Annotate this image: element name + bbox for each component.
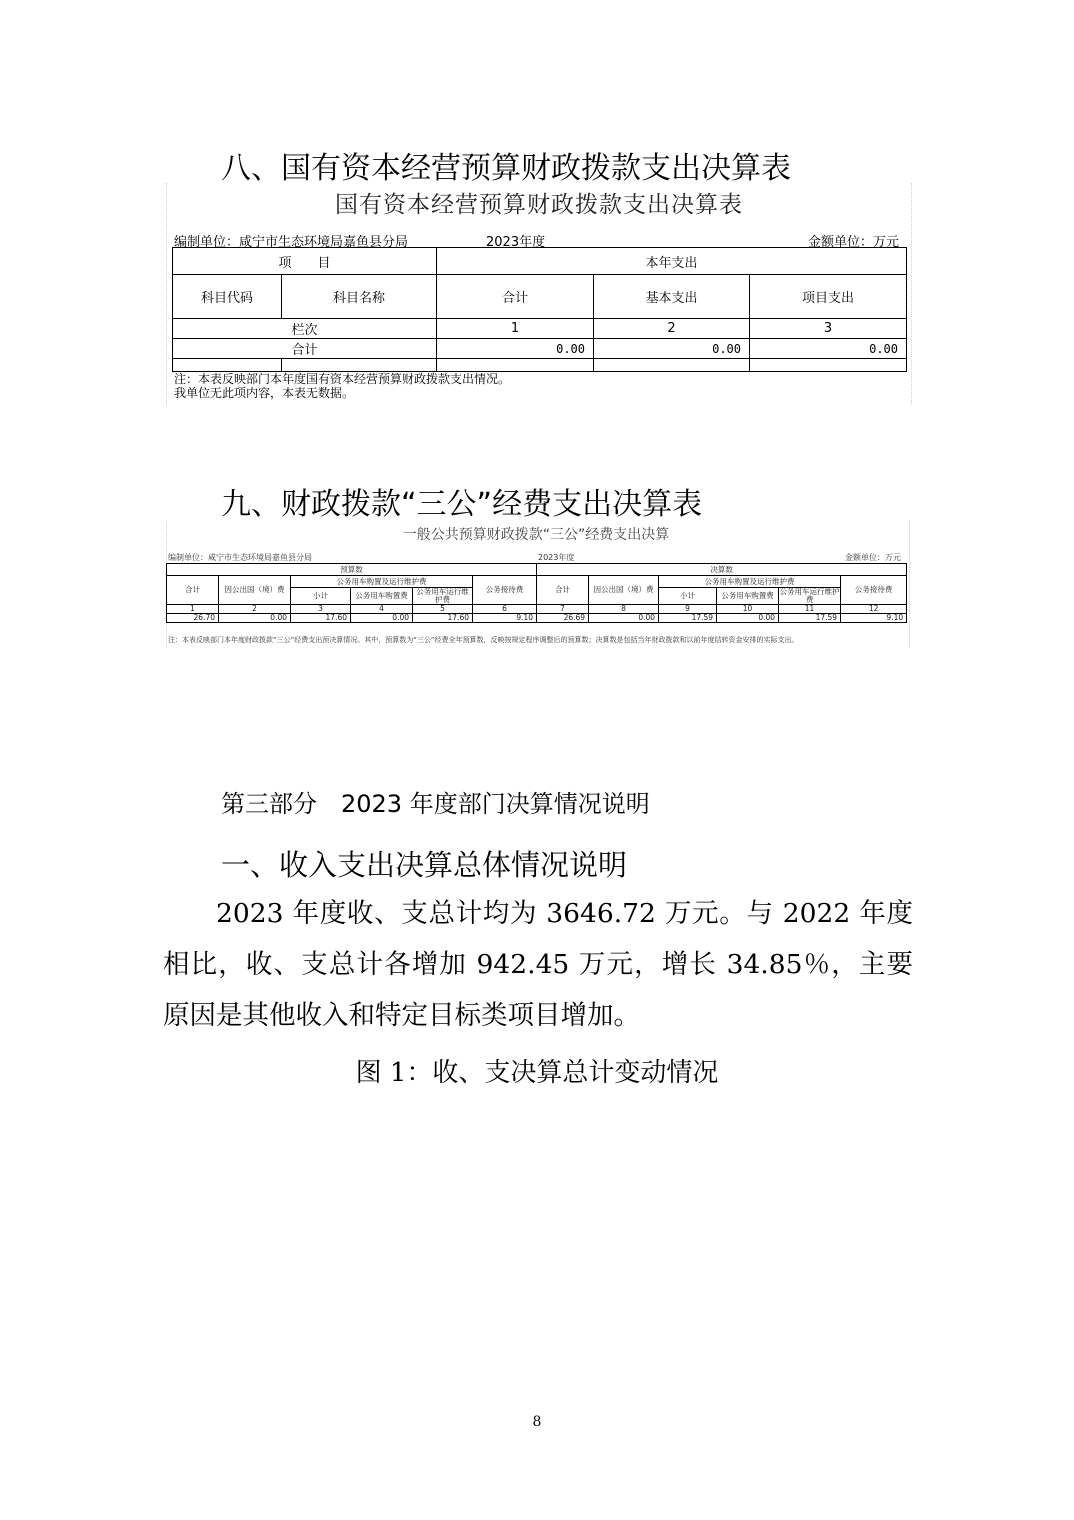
section8-amount-unit: 金额单位：万元	[808, 235, 900, 250]
value-cell: 0.00	[717, 614, 779, 623]
header-total: 合计	[167, 576, 219, 605]
value-cell: 26.69	[537, 614, 589, 623]
section8-year: 2023年度	[486, 235, 546, 250]
seq-cell: 7	[537, 605, 589, 614]
seq-cell: 3	[291, 605, 351, 614]
header-vehicle-group: 公务用车购置及运行维护费	[291, 576, 473, 588]
section8-table-title: 国有资本经营预算财政拨款支出决算表	[335, 192, 743, 218]
section9-unit-label: 编制单位：咸宁市生态环境局嘉鱼县分局	[168, 553, 312, 562]
subheading-income-expense: 一、收入支出决算总体情况说明	[221, 848, 628, 882]
header-vehicle-group: 公务用车购置及运行维护费	[659, 576, 841, 588]
section9-year: 2023年度	[538, 553, 575, 562]
header-total: 合计	[437, 275, 594, 319]
section8-heading: 八、国有资本经营预算财政拨款支出决算表	[221, 151, 791, 186]
header-subtotal: 小计	[291, 588, 351, 605]
header-vehicle-operate: 公务用车运行维护费	[413, 588, 473, 605]
header-reception: 公务接待费	[473, 576, 537, 605]
section8-note-1: 注：本表反映部门本年度国有资本经营预算财政拨款支出情况。	[174, 372, 511, 386]
seq-cell: 9	[659, 605, 717, 614]
header-subtotal: 小计	[659, 588, 717, 605]
seq-cell: 3	[750, 319, 907, 339]
header-vehicle-operate: 公务用车运行维护费	[779, 587, 840, 604]
section9-amount-unit: 金额单位：万元	[845, 553, 901, 562]
section9-table	[166, 563, 907, 623]
section9-heading: 九、财政拨款“三公”经费支出决算表	[221, 487, 703, 522]
total-cell: 0.00	[437, 339, 594, 359]
total-cell: 0.00	[594, 339, 750, 359]
paragraph-text: 2023 年度收、支总计均为 3646.72 万元。与 2022 年度相比，收、支总计各增加 942.45 万元，增长 34.85％，主要原因是其他收入和特定目标类项目增加。	[163, 898, 913, 1031]
final-group-header: 决算数	[537, 564, 907, 576]
section8-unit-label: 编制单位：咸宁市生态环境局嘉鱼县分局	[174, 235, 409, 250]
seq-cell: 1	[437, 319, 594, 339]
value-cell: 9.10	[841, 614, 907, 623]
value-cell: 0.00	[219, 614, 291, 623]
header-vehicle-purchase: 公务用车购置费	[717, 588, 779, 605]
seq-cell: 5	[413, 605, 473, 614]
header-vehicle-purchase: 公务用车购置费	[351, 588, 413, 605]
header-subject-name: 科目名称	[282, 275, 437, 319]
row-seq-label: 栏次	[173, 319, 437, 339]
seq-cell: 12	[841, 605, 907, 614]
section8-note-2: 我单位无此项内容，本表无数据。	[174, 386, 355, 400]
seq-cell: 4	[351, 605, 413, 614]
total-cell: 0.00	[750, 339, 907, 359]
seq-cell: 1	[167, 605, 219, 614]
figure-caption: 图 1：收、支决算总计变动情况	[355, 1058, 719, 1088]
seq-cell: 11	[779, 605, 841, 614]
header-total: 合计	[537, 576, 589, 605]
header-abroad: 因公出国（境）费	[219, 576, 291, 605]
seq-cell: 10	[717, 605, 779, 614]
header-reception: 公务接待费	[841, 576, 907, 605]
seq-cell: 2	[219, 605, 291, 614]
value-cell: 26.70	[167, 614, 219, 623]
section9-table-title: 一般公共预算财政拨款“三公”经费支出决算	[402, 527, 670, 543]
body-paragraph	[163, 888, 913, 1041]
empty-cell	[750, 359, 907, 372]
value-cell: 17.59	[659, 614, 717, 623]
budget-group-header: 预算数	[167, 564, 537, 576]
header-current-expense: 本年支出	[437, 248, 907, 275]
value-cell: 0.00	[589, 614, 659, 623]
value-cell: 17.59	[779, 614, 841, 623]
header-subject-code: 科目代码	[173, 275, 282, 319]
seq-cell: 8	[589, 605, 659, 614]
value-cell: 0.00	[351, 614, 413, 623]
header-item: 项 目	[173, 248, 437, 275]
section8-table	[172, 247, 907, 372]
empty-cell	[594, 359, 750, 372]
value-cell: 17.60	[291, 614, 351, 623]
section9-note: 注：本表反映部门本年度财政拨款“三公”经费支出预决算情况。其中，预算数为“三公”经费全年预算数，反映按规定程序调整后的预算数；决算数是包括当年财政拨款和以前年度结转资金安排的实际支出。	[168, 636, 799, 644]
part3-heading: 第三部分 2023 年度部门决算情况说明	[221, 790, 650, 818]
seq-cell: 6	[473, 605, 537, 614]
page-number: 8	[532, 1414, 542, 1430]
row-total-label: 合计	[173, 339, 437, 359]
header-abroad: 因公出国（境）费	[589, 576, 659, 605]
header-project-expense: 项目支出	[750, 275, 907, 319]
value-cell: 17.60	[413, 614, 473, 623]
seq-cell: 2	[594, 319, 750, 339]
value-cell: 9.10	[473, 614, 537, 623]
header-basic-expense: 基本支出	[594, 275, 750, 319]
